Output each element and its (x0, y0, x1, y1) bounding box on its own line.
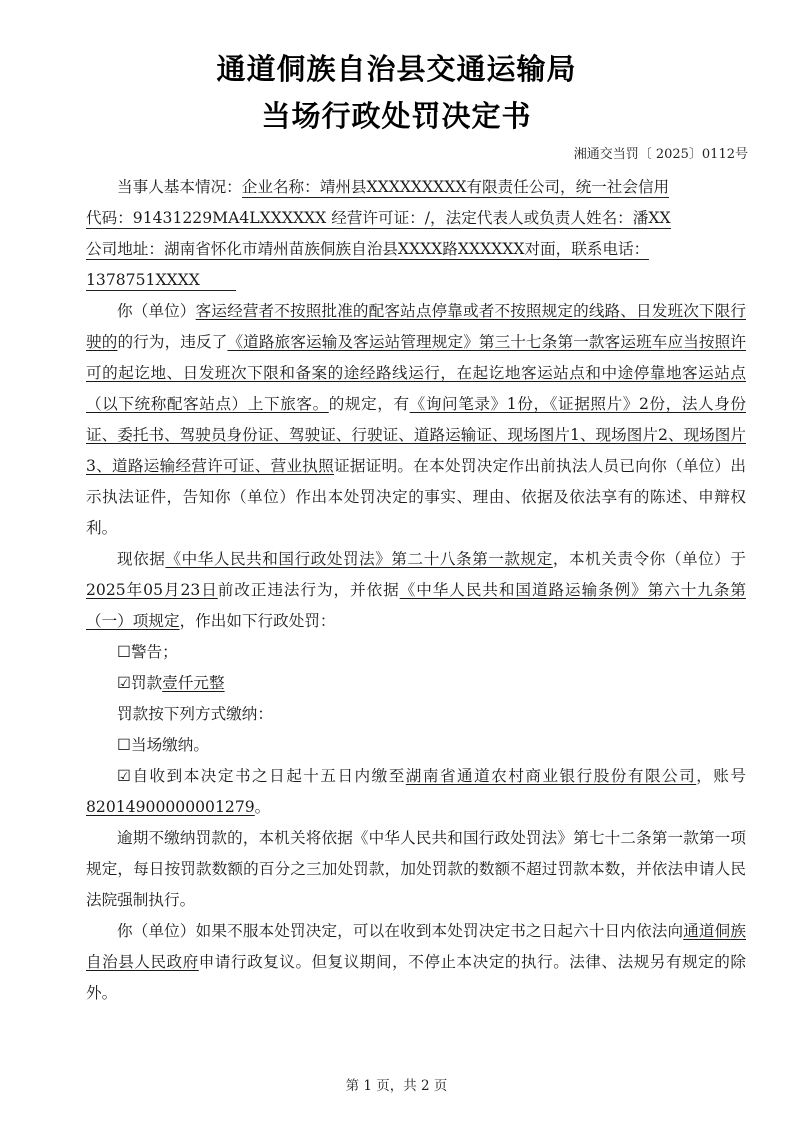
party-line-4: 1378751XXXX (86, 271, 236, 291)
text: 前改正违法行为，并依据 (217, 581, 400, 599)
page-footer: 第 1 页，共 2 页 (345, 1078, 448, 1094)
onsite-payment-option (86, 730, 746, 761)
unchecked-box-icon: ☐ (117, 643, 131, 661)
bank-account: 82014900000001279 (86, 798, 255, 816)
violation-paragraph (86, 296, 746, 544)
text: 的行为，违反了 (117, 333, 228, 351)
party-line-3: 公司地址：湖南省怀化市靖州苗族侗族自治县XXXX路XXXXXX对面，联系电话： (86, 240, 650, 258)
correction-basis: 《中华人民共和国行政处罚法》第二十八条第一款规定 (165, 550, 553, 568)
text: ，作出如下行政处罚： (179, 612, 336, 630)
penalty-basis: 《中华人民共和国道路运输条例》第六十九条第（一）项规定 (86, 581, 746, 630)
bank-name: 湖南省通道农村商业银行股份有限公司 (405, 767, 697, 785)
document-title: 当场行政处罚决定书 (261, 99, 532, 133)
fine-option (86, 668, 746, 699)
issuing-authority-title: 通道侗族自治县交通运输局 (216, 52, 577, 86)
warning-option (86, 637, 746, 668)
checked-box-icon: ☑ (117, 674, 131, 692)
text: ，本机关责令你（单位）于 (552, 550, 746, 568)
unchecked-box-icon: ☐ (117, 736, 131, 754)
text: 你（单位）如果不服本处罚决定，可以在收到本处罚决定书之日起六十日内依法向 (117, 922, 684, 940)
onsite-payment-label: 当场缴纳。 (130, 736, 209, 754)
warning-label: 警告； (130, 643, 178, 661)
document-body (86, 172, 746, 1009)
review-paragraph (86, 916, 746, 1009)
text: 现依据 (117, 550, 166, 568)
text: 。 (254, 798, 271, 816)
bank-payment-option (86, 761, 746, 823)
penalty-basis-paragraph (86, 544, 746, 637)
evidence-list: 《询问笔录》1份，《证据照片》2份，法人身份证、委托书、驾驶员身份证、驾驶证、行驶证、道路运输证、现场图片1、现场图片2、现场图片3、道路运输经营许可证、营业执照 (86, 395, 746, 475)
document-number: 湘通交当罚〔 2025〕0112号 (573, 147, 748, 162)
party-line-1: 企业名称：靖州县XXXXXXXXX有限责任公司，统一社会信用 (241, 178, 670, 196)
payment-heading: 罚款按下列方式缴纳： (117, 705, 273, 723)
correction-deadline: 2025年05月23日 (86, 581, 218, 599)
party-info (86, 172, 746, 296)
review-authority: 通道侗族自治县人民政府 (86, 922, 746, 971)
fine-amount: 壹仟元整 (162, 674, 225, 692)
text: ，账号 (696, 767, 746, 785)
party-label: 当事人基本情况： (117, 178, 242, 196)
overdue-paragraph: 逾期不缴纳罚款的，本机关将依据《中华人民共和国行政处罚法》第七十二条第一款第一项规定，每日按罚款数额的百分之三加处罚款，加处罚款的数额不超过罚款本数，并依法申请人民法院强制执行。 (86, 829, 746, 909)
violation-description: 客运经营者不按照批准的配客站点停靠或者不按照规定的线路、日发班次下限行驶的 (86, 302, 746, 351)
checked-box-icon: ☑ (117, 767, 131, 785)
text: 你（单位） (117, 302, 196, 320)
text: 申请行政复议。但复议期间，不停止本决定的执行。法律、法规另有规定的除外。 (86, 953, 746, 1002)
text: 的规定，有 (328, 395, 410, 413)
text: 自收到本决定书之日起十五日内缴至 (130, 767, 406, 785)
violated-regulation: 《道路旅客运输及客运站管理规定》第三十七条第一款客运班车应当按照许可的起讫地、日发班次下限和备案的途经路线运行，在起讫地客运站点和中途停靠地客运站点（以下统称配客站点）上下旅客。 (86, 333, 746, 413)
text: 证据证明。在本处罚决定作出前执法人员已向你（单位）出示执法证件，告知你（单位）作出本处罚决定的事实、理由、依据及依法享有的陈述、申辩权利。 (86, 457, 746, 537)
fine-label: 罚款 (130, 674, 163, 692)
party-line-2: 代码：91431229MA4LXXXXXX 经营许可证：/，法定代表人或负责人姓名：潘XX (86, 209, 671, 227)
